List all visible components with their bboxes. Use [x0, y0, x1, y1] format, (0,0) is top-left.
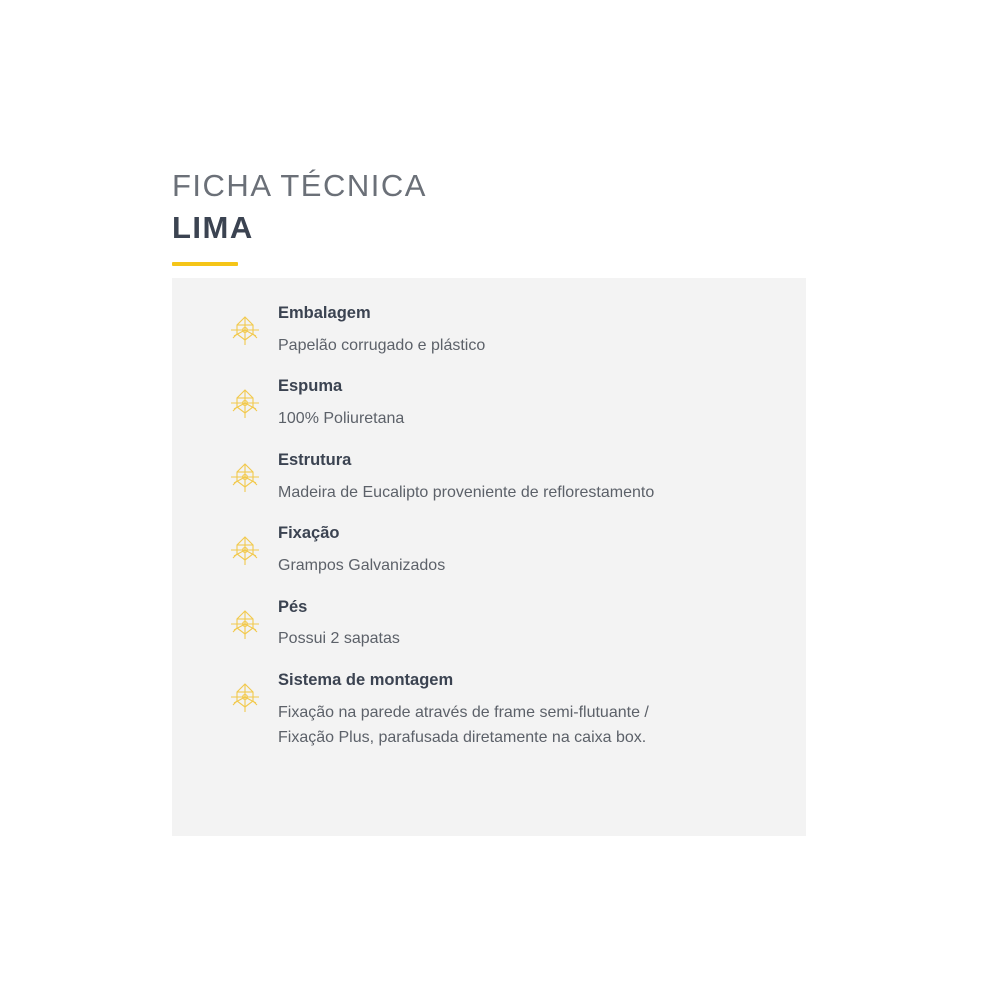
- spec-label: Fixação: [278, 524, 340, 543]
- list-item: [172, 671, 806, 751]
- spec-label: Espuma: [278, 377, 343, 396]
- page-title: FICHA TÉCNICA: [172, 168, 427, 203]
- spec-label: Pés: [278, 597, 308, 616]
- spec-list: [172, 278, 806, 770]
- spec-label: Sistema de montagem: [278, 670, 454, 689]
- furniture-frame-icon: [214, 451, 276, 495]
- list-item: [172, 451, 806, 505]
- spec-panel: [172, 278, 806, 836]
- list-item: [172, 377, 806, 431]
- spec-value: Madeira de Eucalipto proveniente de reflorestamento: [278, 483, 655, 501]
- spec-value: Papelão corrugado e plástico: [278, 336, 486, 354]
- spec-value: 100% Poliuretana: [278, 410, 405, 428]
- spec-value: Possui 2 sapatas: [278, 630, 400, 648]
- spec-label: Estrutura: [278, 450, 352, 469]
- spec-value: Grampos Galvanizados: [278, 556, 446, 574]
- product-name: LIMA: [172, 209, 254, 245]
- furniture-frame-icon: [214, 304, 276, 348]
- furniture-frame-icon: [214, 524, 276, 568]
- list-item: [172, 304, 806, 358]
- accent-divider: [172, 262, 238, 266]
- list-item: [172, 524, 806, 578]
- furniture-frame-icon: [214, 598, 276, 642]
- list-item: [172, 598, 806, 652]
- furniture-frame-icon: [214, 377, 276, 421]
- page-header: [172, 168, 812, 266]
- spec-label: Embalagem: [278, 304, 371, 322]
- furniture-frame-icon: [214, 671, 276, 715]
- spec-value: Fixação na parede através de frame semi-flutuante / Fixação Plus, parafusada diretamente na caixa box.: [278, 703, 649, 747]
